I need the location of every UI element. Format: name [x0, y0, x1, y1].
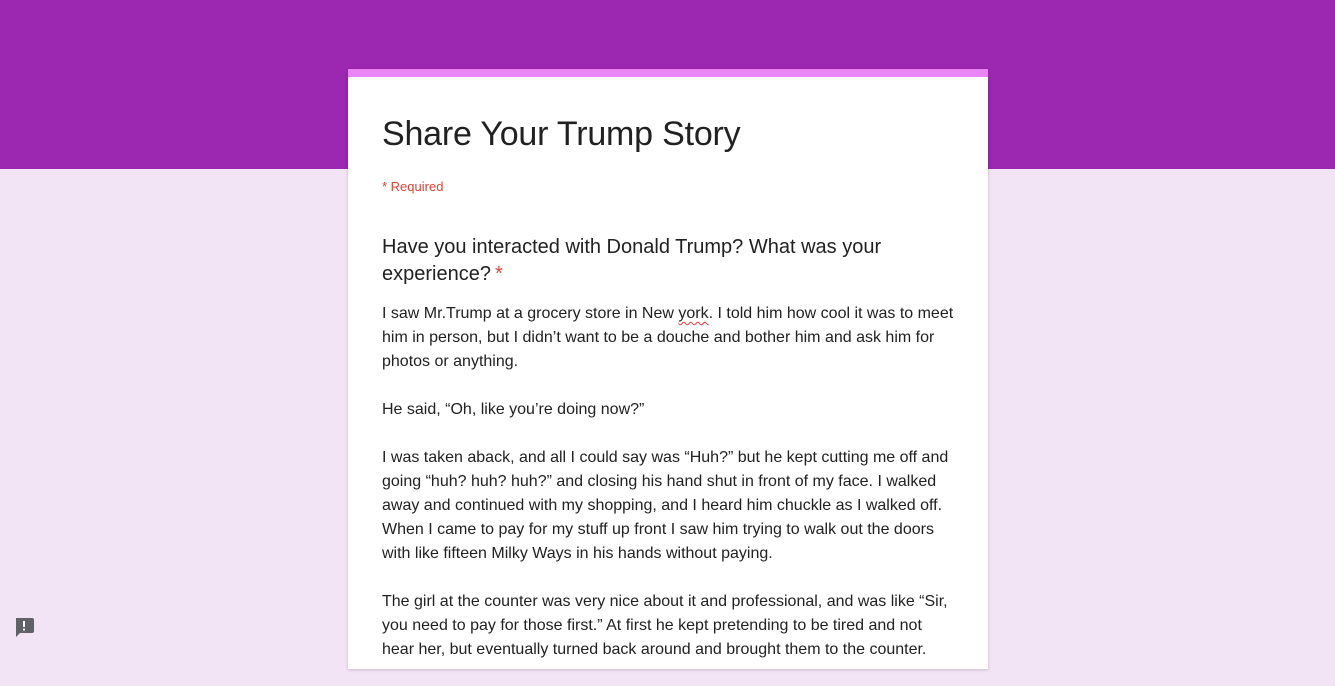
accent-bar: [348, 69, 988, 77]
answer-paragraph-3: I was taken aback, and all I could say was “Huh?” but he kept cutting me off and going “huh? huh? huh?” and closing his hand shut in front of my face. I walked away and continued with my shopping, and I heard him chuckle as I walked off. When I came to pay for my stuff up front I saw him trying to walk out the doors with like fifteen Milky Ways in his hands without paying.: [382, 449, 949, 562]
question-title: [382, 234, 942, 288]
answer-paragraph-4: The girl at the counter was very nice about it and professional, and was like “Sir, you need to pay for those first.” At first he kept pretending to be tired and not hear her, but eventually turned back around and brought them to the counter.: [382, 593, 948, 658]
required-note: * Required: [382, 179, 444, 194]
form-title: Share Your Trump Story: [382, 115, 741, 153]
misspelled-word: york: [678, 305, 709, 322]
required-star: *: [494, 263, 503, 285]
report-problem-button[interactable]: [13, 616, 35, 638]
answer-paragraph-1: I saw Mr.Trump at a grocery store in New york. I told him how cool it was to meet him in person, but I didn’t want to be a douche and bother him and ask him for photos or anything.: [382, 305, 954, 370]
report-problem-icon: [13, 616, 35, 638]
answer-textarea[interactable]: [382, 302, 957, 686]
form-card: [348, 69, 988, 669]
question-text: Have you interacted with Donald Trump? What was your experience?: [382, 236, 882, 285]
answer-paragraph-2: He said, “Oh, like you’re doing now?”: [382, 401, 645, 418]
